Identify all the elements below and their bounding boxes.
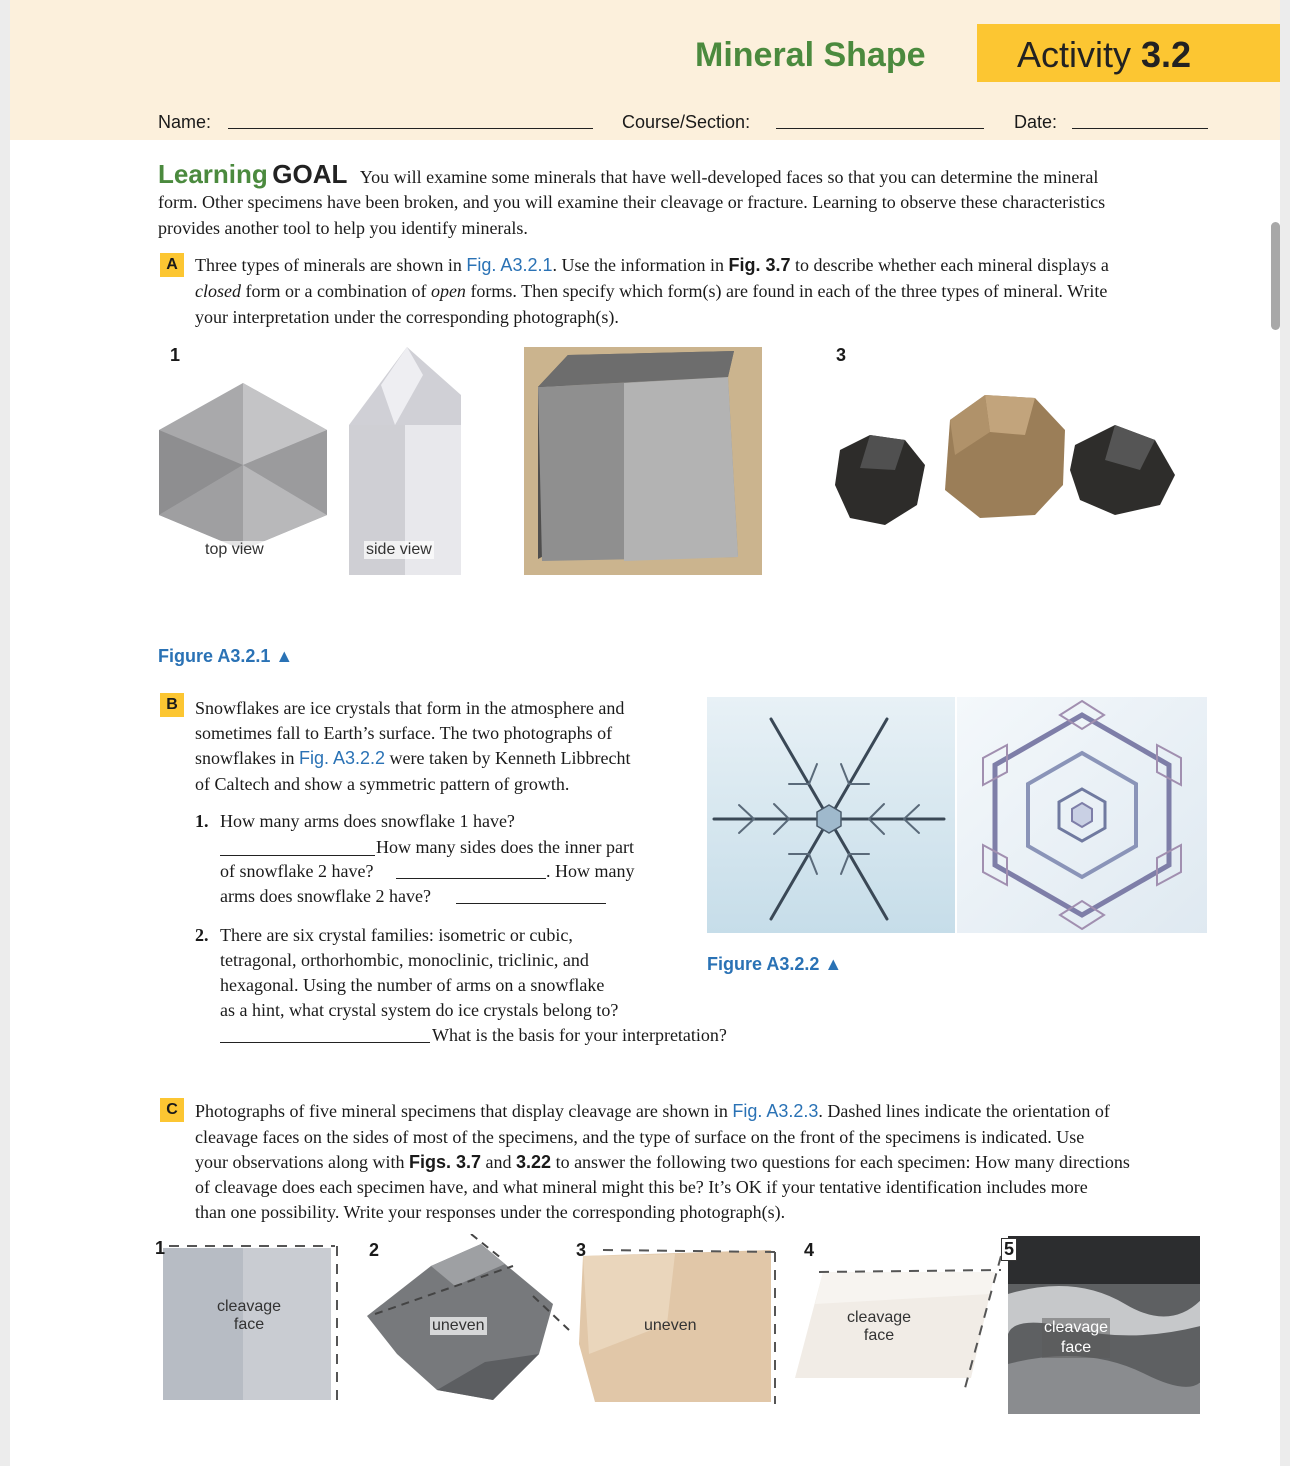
page-title: Mineral Shape <box>695 36 926 74</box>
goal-label-goal: GOAL <box>272 159 348 189</box>
question-1-line-1: How many arms does snowflake 1 have? <box>220 811 515 831</box>
question-1-line-2: How many sides does the inner part <box>376 837 634 857</box>
question-1-line-4: arms does snowflake 2 have? <box>220 886 431 906</box>
part-c-line-3: your observations along with Figs. 3.7 and 3.22 to answer the following two questions for each specimen: How many directions <box>195 1152 1130 1172</box>
activity-word: Activity <box>1017 34 1132 75</box>
part-b-badge: B <box>160 693 184 717</box>
goal-label-learning: Learning <box>158 159 268 189</box>
figure-a322-caption: Figure A3.2.2 ▲ <box>707 954 843 974</box>
specimen4-label: cleavage face <box>847 1309 912 1344</box>
garnet-photo <box>825 390 1180 530</box>
header-band <box>10 0 1280 140</box>
fig-ref-a321[interactable]: Fig. A3.2.1 <box>466 255 553 275</box>
answer-line-crystal-system[interactable] <box>220 1042 430 1043</box>
fig-ref-a322[interactable]: Fig. A3.2.2 <box>298 748 386 768</box>
scrollbar-thumb[interactable] <box>1271 222 1280 330</box>
learning-goal <box>158 159 1218 191</box>
specimen-number-5: 5 <box>1001 1238 1017 1261</box>
part-c-line-5: than one possibility. Write your responses under the corresponding photograph(s). <box>195 1202 786 1222</box>
name-label: Name: <box>158 112 212 132</box>
specimen3-label: uneven <box>644 1317 697 1334</box>
answer-line-snowflake2-arms[interactable] <box>456 903 606 904</box>
specimen-number-3: 3 <box>576 1240 587 1260</box>
specimen5-label: cleavage face <box>1044 1319 1109 1356</box>
specimen-number-4: 4 <box>804 1240 815 1260</box>
question-1-number: 1. <box>195 811 209 831</box>
activity-number: 3.2 <box>1141 34 1192 75</box>
worksheet-page <box>10 0 1280 1466</box>
question-1-line-3a: of snowflake 2 have? <box>220 861 374 881</box>
cube-photo <box>524 347 762 575</box>
figure-a321-caption: Figure A3.2.1 ▲ <box>158 646 294 666</box>
label-side-view: side view <box>366 541 432 558</box>
activity-box <box>977 24 1280 82</box>
answer-line-snowflake1-arms[interactable] <box>220 855 375 856</box>
goal-line-2: form. Other specimens have been broken, and you will examine their cleavage or fracture. Learning to observe these characteristics <box>158 192 1106 212</box>
part-b-line-3: snowflakes in Fig. A3.2.2 were taken by Kenneth Libbrecht <box>195 748 631 768</box>
photo-number-1: 1 <box>170 345 181 365</box>
part-b-line-1: Snowflakes are ice crystals that form in the atmosphere and <box>195 698 625 718</box>
part-c-line-2: cleavage faces on the sides of most of the specimens, and the type of surface on the front of the specimens is indicated. Use <box>195 1127 1085 1147</box>
part-b-line-4: of Caltech and show a symmetric pattern of growth. <box>195 774 570 794</box>
answer-line-inner-sides[interactable] <box>396 878 546 879</box>
name-field[interactable] <box>228 128 593 129</box>
question-2-line-4: as a hint, what crystal system do ice crystals belong to? <box>220 1000 619 1020</box>
date-label: Date: <box>1014 112 1058 132</box>
specimen-number-1: 1 <box>155 1238 166 1258</box>
part-c-line-4: of cleavage does each specimen have, and what mineral might this be? It’s OK if your tentative identification includes more <box>195 1177 1088 1197</box>
question-2-line-5: What is the basis for your interpretation? <box>432 1025 727 1045</box>
question-2-number: 2. <box>195 925 209 945</box>
specimen-number-2: 2 <box>369 1240 380 1260</box>
fig-ref-a323[interactable]: Fig. A3.2.3 <box>732 1101 819 1121</box>
course-field[interactable] <box>776 128 984 129</box>
goal-line-3: provides another tool to help you identify minerals. <box>158 218 528 238</box>
question-1-line-3b: . How many <box>546 861 635 881</box>
photo-number-3: 3 <box>836 345 847 365</box>
label-top-view: top view <box>205 541 264 558</box>
specimen2-label: uneven <box>432 1317 485 1334</box>
goal-line-1: You will examine some minerals that have well-developed faces so that you can determine the mineral <box>359 167 1099 187</box>
part-c-line-1: Photographs of five mineral specimens that display cleavage are shown in Fig. A3.2.3. Dashed lines indicate the orientation of <box>195 1101 1110 1121</box>
date-field[interactable] <box>1072 128 1208 129</box>
question-2-line-3: hexagonal. Using the number of arms on a snowflake <box>220 975 605 995</box>
part-a-line-3: your interpretation under the corresponding photograph(s). <box>195 307 619 327</box>
snowflake-photos <box>707 697 1207 933</box>
part-c-badge: C <box>160 1098 184 1122</box>
part-a-line-1: Three types of minerals are shown in Fig. A3.2.1. Use the information in Fig. 3.7 to describe whether each mineral displays a <box>195 255 1109 275</box>
part-a-badge: A <box>160 253 184 277</box>
course-label: Course/Section: <box>622 112 751 132</box>
part-b-line-2: sometimes fall to Earth’s surface. The two photographs of <box>195 723 613 743</box>
specimen1-label: cleavage face <box>217 1298 282 1333</box>
part-a-line-2: closed form or a combination of open forms. Then specify which form(s) are found in each of the three types of mineral. Write <box>195 281 1108 301</box>
question-2-line-2: tetragonal, orthorhombic, monoclinic, triclinic, and <box>220 950 589 970</box>
question-2-line-1: There are six crystal families: isometric or cubic, <box>220 925 573 945</box>
